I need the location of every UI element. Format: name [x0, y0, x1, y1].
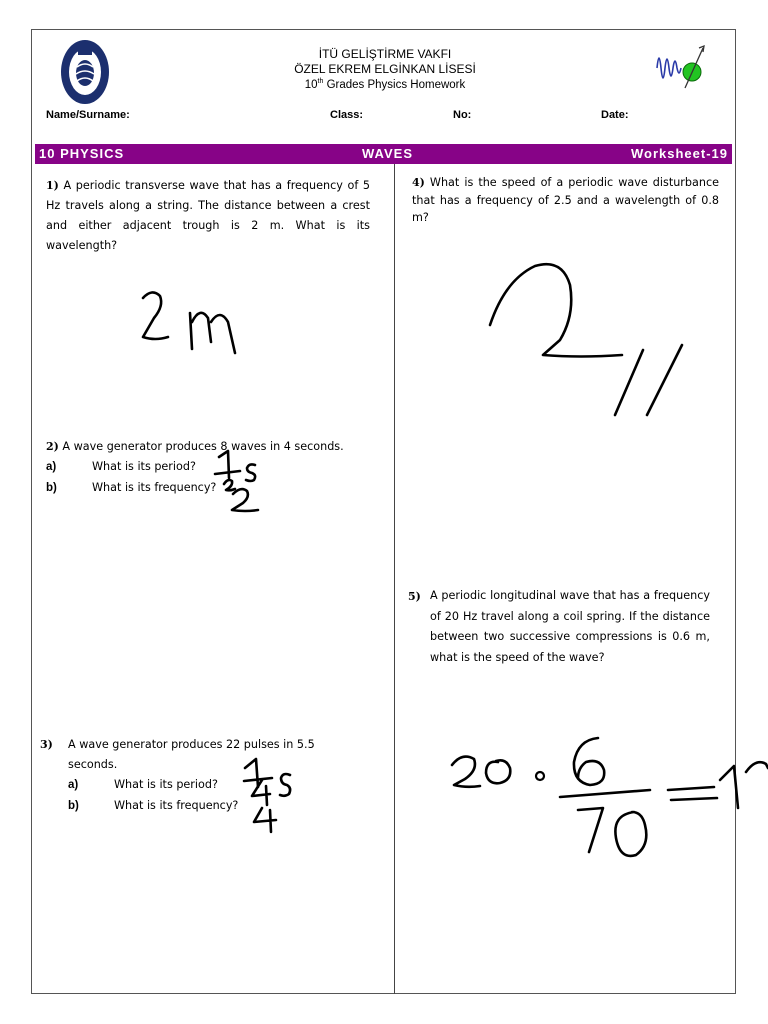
q2b-handwritten-answer: [232, 489, 258, 511]
question-3a-label: a): [68, 779, 79, 791]
name-field-label: Name/Surname:: [46, 109, 130, 121]
banner-topic: WAVES: [362, 146, 413, 161]
question-3b-label: b): [68, 800, 79, 812]
question-2b-label: b): [46, 482, 57, 494]
class-field-label: Class:: [330, 109, 364, 121]
q3a-handwritten-answer: [244, 759, 290, 805]
question-1-text: A periodic transverse wave that has a frequency of 5 Hz travels along a string. The distance between a crest and either adjacent trough is 2 m. What is its wavelength?: [46, 179, 370, 252]
question-1-number: 1): [46, 179, 59, 192]
question-3a-text: What is its period?: [114, 778, 218, 791]
homework-title: 10th Grades Physics Homework: [304, 78, 466, 91]
question-2b-text: What is its frequency?: [92, 481, 217, 494]
question-5-number: 5): [408, 590, 421, 603]
foundation-name: İTÜ GELİŞTİRME VAKFI: [318, 47, 452, 61]
banner-worksheet-number: Worksheet-19: [630, 146, 728, 161]
no-field-label: No:: [453, 109, 472, 121]
question-3-number: 3): [40, 738, 53, 751]
q2a-handwritten-answer: [215, 451, 255, 490]
date-field-label: Date:: [601, 109, 629, 121]
question-4-text: What is the speed of a periodic wave disturbance that has a frequency of 2.5 and a wavelength of 0.8 m?: [412, 176, 719, 224]
question-2a-text: What is its period?: [92, 460, 196, 473]
question-2-text: A wave generator produces 8 waves in 4 seconds.: [62, 440, 344, 453]
question-3-text: A wave generator produces 22 pulses in 5.5 seconds.: [68, 738, 315, 771]
q3b-handwritten-answer: [254, 808, 276, 832]
question-4-number: 4): [412, 176, 425, 189]
question-5-text: A periodic longitudinal wave that has a frequency of 20 Hz travel along a coil spring. If the distance between two successive compressions is 0.6 m, what is the speed of the wave?: [430, 589, 710, 664]
q1-handwritten-answer: [143, 292, 235, 353]
q5-handwritten-answer: [452, 738, 768, 856]
question-2-number: 2): [46, 440, 59, 453]
banner-subject: 10 PHYSICS: [39, 146, 125, 161]
question-2a-label: a): [46, 461, 57, 473]
question-3b-text: What is its frequency?: [114, 799, 239, 812]
q4-handwritten-answer: [490, 264, 682, 415]
school-name: ÖZEL EKREM ELGİNKAN LİSESİ: [294, 62, 476, 76]
